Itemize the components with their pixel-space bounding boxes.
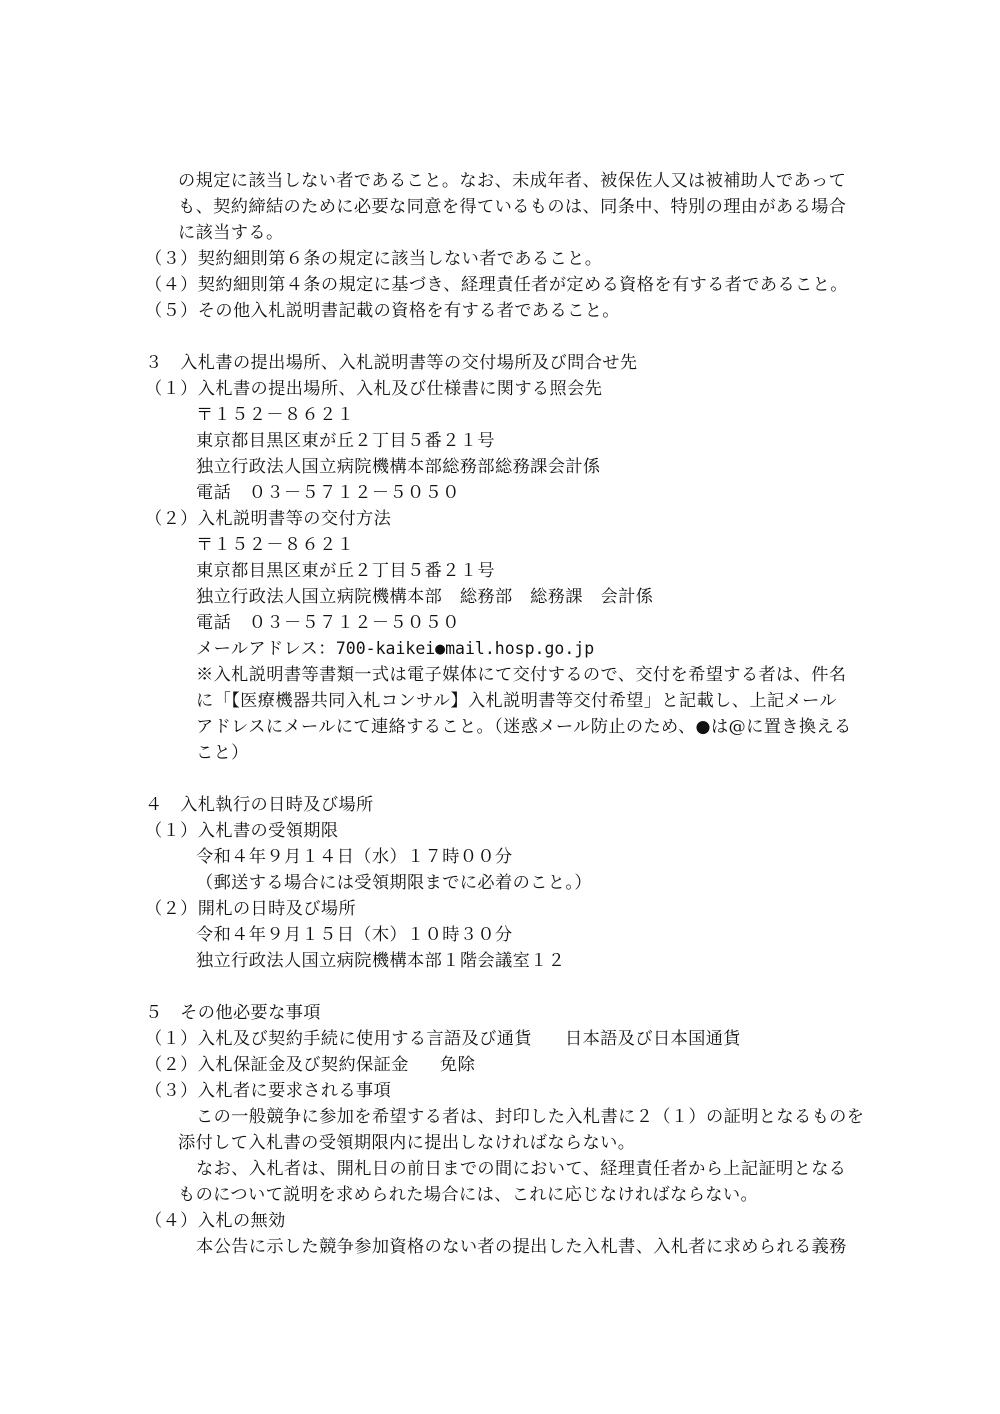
section-heading: ５ その他必要な事項 — [145, 1003, 321, 1023]
item-title: （２）入札保証金及び契約保証金 — [145, 1055, 409, 1075]
address: 東京都目黒区東が丘２丁目５番２１号 — [196, 561, 495, 581]
email-line — [196, 636, 594, 662]
item-title: （２）入札説明書等の交付方法 — [145, 509, 392, 529]
note-line: に「【医療機器共同入札コンサル】入札説明書等交付希望」と記載し、上記メール — [196, 691, 837, 711]
opening-place: 独立行政法人国立病院機構本部１階会議室１２ — [196, 951, 566, 971]
note-line: アドレスにメールにて連絡すること。（迷惑メール防止のため、●は@に置き換える — [196, 717, 852, 737]
phone: 電話 ０３－５７１２－５０５０ — [196, 483, 460, 503]
section-heading: ４ 入札執行の日時及び場所 — [145, 795, 374, 815]
email-address: 700-kaikei●mail.hosp.go.jp — [335, 639, 595, 658]
item-title: （１）入札書の提出場所、入札及び仕様書に関する照会先 — [145, 379, 603, 399]
item-title: （２）開札の日時及び場所 — [145, 899, 357, 919]
item-title: （４）入札の無効 — [145, 1211, 286, 1231]
organization: 独立行政法人国立病院機構本部総務部総務課会計係 — [196, 457, 601, 477]
paragraph-line: この一般競争に参加を希望する者は、封印した入札書に２（１）の証明となるものを — [196, 1107, 865, 1127]
deadline-datetime: 令和４年９月１４日（水）１７時００分 — [196, 847, 513, 867]
postal-code: 〒１５２－８６２１ — [196, 405, 355, 425]
note-line: こと） — [196, 743, 249, 763]
note-line: ※入札説明書等書類一式は電子媒体にて交付するので、交付を希望する者は、件名 — [196, 665, 847, 685]
section-heading: ３ 入札書の提出場所、入札説明書等の交付場所及び問合せ先 — [145, 353, 638, 373]
paragraph-line: の規定に該当しない者であること。なお、未成年者、被保佐人又は被補助人であって — [178, 171, 847, 191]
list-item: （４）契約細則第４条の規定に基づき、経理責任者が定める資格を有する者であること。 — [145, 275, 848, 295]
item-value: 日本語及び日本国通貨 — [565, 1029, 741, 1049]
email-label: メールアドレス： — [196, 639, 336, 659]
paragraph-line: に該当する。 — [178, 223, 284, 243]
opening-datetime: 令和４年９月１５日（木）１０時３０分 — [196, 925, 513, 945]
paragraph-line: ものについて説明を求められた場合には、これに応じなければならない。 — [178, 1185, 759, 1205]
item-value: 免除 — [440, 1055, 476, 1075]
paragraph-line: なお、入札者は、開札日の前日までの間において、経理責任者から上記証明となる — [196, 1159, 847, 1179]
paragraph-line: 本公告に示した競争参加資格のない者の提出した入札書、入札者に求められる義務 — [196, 1237, 847, 1257]
paragraph-line: 添付して入札書の受領期限内に提出しなければならない。 — [178, 1133, 636, 1153]
item-title: （１）入札及び契約手続に使用する言語及び通貨 — [145, 1029, 532, 1049]
item-title: （３）入札者に要求される事項 — [145, 1081, 392, 1101]
phone: 電話 ０３－５７１２－５０５０ — [196, 613, 460, 633]
organization: 独立行政法人国立病院機構本部 総務部 総務課 会計係 — [196, 587, 654, 607]
paragraph-line: も、契約締結のために必要な同意を得ているものは、同条中、特別の理由がある場合 — [178, 197, 847, 217]
postal-code: 〒１５２－８６２１ — [196, 535, 355, 555]
list-item: （５）その他入札説明書記載の資格を有する者であること。 — [145, 301, 620, 321]
address: 東京都目黒区東が丘２丁目５番２１号 — [196, 431, 495, 451]
deadline-note: （郵送する場合には受領期限までに必着のこと。） — [196, 873, 592, 893]
item-title: （１）入札書の受領期限 — [145, 821, 339, 841]
list-item: （３）契約細則第６条の規定に該当しない者であること。 — [145, 249, 603, 269]
